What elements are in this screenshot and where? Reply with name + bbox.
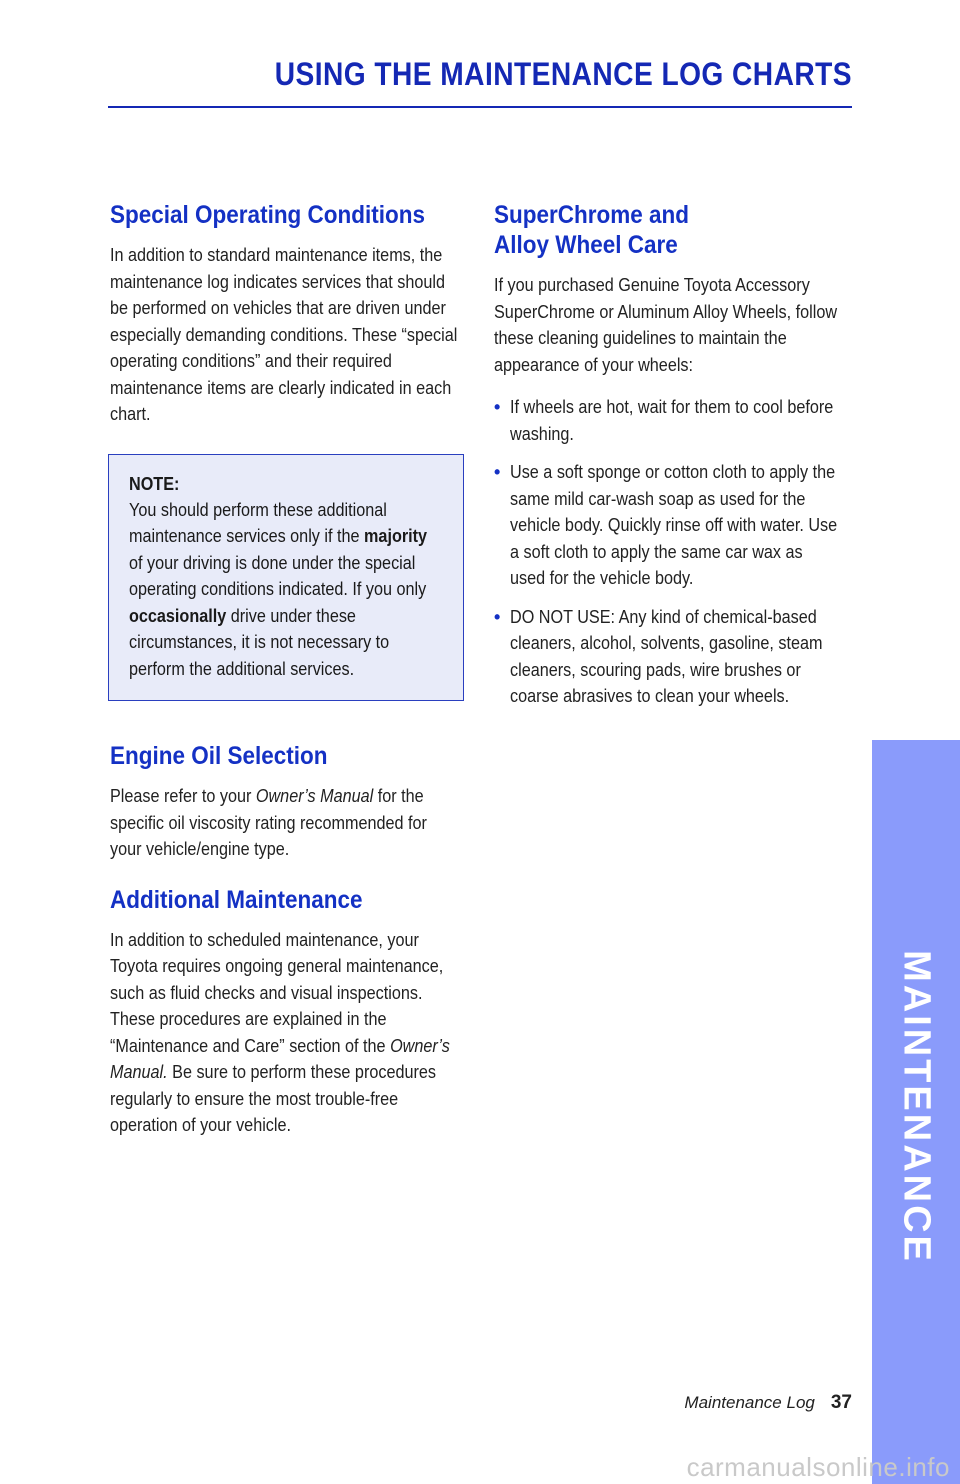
additional-maintenance-section	[110, 885, 466, 1139]
bullet-icon: •	[494, 462, 501, 482]
additional-text-part: Be sure to perform these procedures regularly to ensure the most trouble-free operation of your vehicle.	[110, 1062, 436, 1135]
special-conditions-text: In addition to standard maintenance items, the maintenance log indicates services that should be performed on vehicles that are driven under especially demanding conditions. These “special operating conditions” and their required maintenance items are clearly indicated in each chart.	[110, 245, 458, 424]
header-divider	[108, 106, 852, 108]
special-conditions-section	[110, 200, 466, 428]
page-number: 37	[830, 1392, 852, 1413]
wheel-care-list	[494, 394, 844, 710]
bullet-icon: •	[494, 397, 501, 417]
bullet-icon: •	[494, 606, 501, 627]
watermark: carmanualsonline.info	[686, 1452, 950, 1482]
list-item-text: If wheels are hot, wait for them to cool before washing.	[510, 397, 834, 444]
footer-label: Maintenance Log	[684, 1393, 815, 1412]
list-item	[494, 394, 844, 447]
engine-oil-section	[110, 741, 466, 863]
section-side-tab-label: MAINTENANCE	[895, 950, 938, 1264]
list-item	[494, 604, 844, 710]
additional-text-part: In addition to scheduled maintenance, your Toyota requires ongoing general maintenance, such as fluid checks and visual inspections. These procedures are explained in the “Maintenance and Care” section of the	[110, 929, 444, 1056]
page-title: USING THE MAINTENANCE LOG CHARTS	[274, 56, 852, 92]
note-text	[129, 497, 442, 683]
left-column	[110, 200, 466, 1139]
page-footer	[684, 1392, 852, 1414]
note-emphasis-occasionally: occasionally	[129, 605, 227, 626]
list-item-text: DO NOT USE: Any kind of chemical-based cleaners, alcohol, solvents, gasoline, steam cleaners, scouring pads, wire brushes or coarse abrasives to clean your wheels.	[510, 606, 823, 706]
note-text-part: of your driving is done under the special operating conditions indicated. If you only	[129, 552, 427, 599]
note-text-part: drive under these circumstances, it is not necessary to perform the additional services.	[129, 605, 390, 679]
list-item	[494, 459, 844, 592]
note-title: NOTE:	[129, 473, 180, 494]
wheel-care-heading-line1: SuperChrome and	[494, 201, 690, 229]
list-item-text: Use a soft sponge or cotton cloth to apply the same mild car-wash soap as used for the vehicle body. Quickly rinse off with water. Use a soft cloth to apply the same car wax as used for the vehicle body.	[510, 462, 838, 588]
note-box	[108, 454, 464, 702]
engine-oil-text-part: for the specific oil viscosity rating recommended for your vehicle/engine type.	[110, 786, 427, 859]
owners-manual-reference: Owner’s Manual.	[110, 1035, 450, 1082]
owners-manual-reference: Owner’s Manual	[255, 786, 374, 806]
additional-maintenance-text	[110, 927, 462, 1139]
engine-oil-heading: Engine Oil Selection	[110, 742, 328, 770]
right-column	[494, 200, 844, 722]
engine-oil-text	[110, 783, 462, 863]
additional-maintenance-heading: Additional Maintenance	[110, 885, 363, 914]
wheel-care-section	[494, 200, 844, 710]
wheel-care-intro: If you purchased Genuine Toyota Accessory SuperChrome or Aluminum Alloy Wheels, follow these cleaning guidelines to maintain the appearance of your wheels:	[494, 275, 838, 375]
wheel-care-heading	[494, 200, 809, 260]
note-text-part: You should perform these additional maintenance services only if the	[129, 499, 387, 546]
wheel-care-heading-line2: Alloy Wheel Care	[494, 231, 678, 259]
note-emphasis-majority: majority	[364, 526, 428, 546]
engine-oil-text-part: Please refer to your	[110, 786, 256, 806]
special-conditions-heading: Special Operating Conditions	[110, 201, 426, 229]
